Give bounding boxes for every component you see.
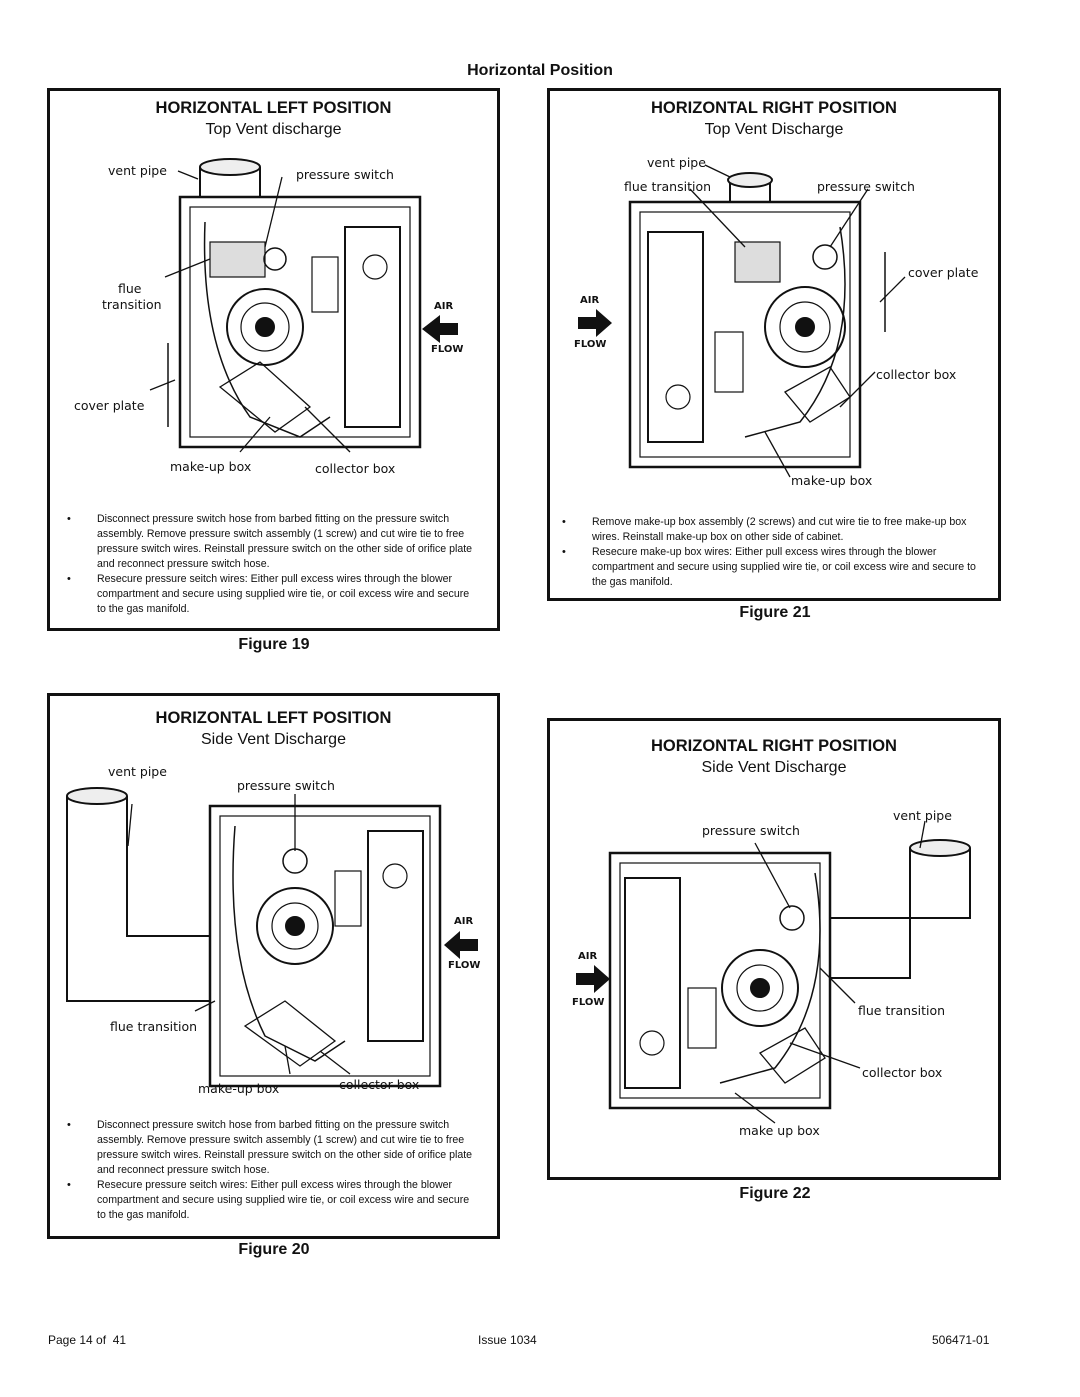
label-flue-transition: flue transition bbox=[624, 179, 712, 194]
figure-22-panel bbox=[547, 718, 1001, 1180]
figure-20-caption: Figure 20 bbox=[238, 1241, 310, 1258]
figure-21-caption: Figure 21 bbox=[739, 604, 811, 621]
panel-title: HORIZONTAL LEFT POSITION bbox=[155, 709, 392, 727]
furnace-diagram bbox=[550, 793, 998, 1153]
figure-20-panel bbox=[47, 693, 500, 1239]
figure-19-panel bbox=[47, 88, 500, 631]
figure-21-panel bbox=[547, 88, 1001, 601]
panel-subtitle: Side Vent Discharge bbox=[701, 759, 847, 776]
list-item: • Remove make-up box assembly (2 screws) and cut wire tie to free make-up box wires. Reinstall make-up box on other side of cabinet. bbox=[562, 515, 982, 545]
page-number: Page 14 of 41 bbox=[48, 1333, 127, 1347]
list-item: • Resecure pressure seitch wires: Either pull excess wires through the blower compartment and secure using supplied wire tie, or coil excess wire and secure to the gas manifold. bbox=[67, 572, 479, 617]
label-makeup-box: make up box bbox=[739, 1123, 820, 1138]
label-vent-pipe: vent pipe bbox=[647, 155, 706, 170]
panel-subtitle: Top Vent discharge bbox=[205, 121, 342, 138]
instruction-list bbox=[562, 515, 982, 590]
label-collector-box: collector box bbox=[876, 367, 957, 382]
label-flue: flue bbox=[118, 281, 142, 296]
furnace-diagram bbox=[50, 147, 497, 487]
list-item: • Resecure pressure seitch wires: Either pull excess wires through the blower compartment and secure using supplied wire tie, or coil excess wire and secure to the gas manifold. bbox=[67, 1178, 479, 1223]
label-pressure-switch: pressure switch bbox=[702, 823, 800, 838]
panel-title: HORIZONTAL RIGHT POSITION bbox=[651, 737, 897, 755]
label-collector-box: collector box bbox=[862, 1065, 943, 1080]
list-item: • Disconnect pressure switch hose from barbed fitting on the pressure switch assembly. Remove pressure switch assembly (1 screw) and cut wire tie to free pressure switch wires. Reinstall pressure switch on the other side of orifice plate and reconnect pressure switch hose. bbox=[67, 512, 479, 572]
label-air: AIR bbox=[578, 951, 598, 962]
label-air: AIR bbox=[454, 916, 474, 927]
list-item: • Disconnect pressure switch hose from barbed fitting on the pressure switch assembly. Remove pressure switch assembly (1 screw) and cut wire tie to free pressure switch wires. Reinstall pressure switch on the other side of orifice plate and reconnect pressure switch hose. bbox=[67, 1118, 479, 1178]
air-flow-arrow bbox=[576, 965, 610, 993]
label-transition: transition bbox=[102, 297, 162, 312]
label-flue-transition: flue transition bbox=[110, 1019, 198, 1034]
figure-19-caption: Figure 19 bbox=[238, 636, 310, 653]
label-flue-transition: flue transition bbox=[858, 1003, 946, 1018]
label-flow: FLOW bbox=[448, 960, 481, 971]
figure-22-caption: Figure 22 bbox=[739, 1185, 811, 1202]
label-makeup-box: make-up box bbox=[170, 459, 252, 474]
furnace-diagram bbox=[50, 756, 497, 1096]
label-collector-box: collector box bbox=[315, 461, 396, 476]
document-number: 506471-01 bbox=[932, 1333, 990, 1347]
label-makeup-box: make-up box bbox=[791, 473, 873, 488]
label-flow: FLOW bbox=[431, 344, 464, 355]
label-cover-plate: cover plate bbox=[74, 398, 145, 413]
label-cover-plate: cover plate bbox=[908, 265, 979, 280]
label-flow: FLOW bbox=[572, 997, 605, 1008]
label-vent-pipe: vent pipe bbox=[108, 764, 167, 779]
air-flow-arrow bbox=[444, 931, 478, 959]
instruction-list bbox=[67, 1118, 479, 1223]
panel-title: HORIZONTAL RIGHT POSITION bbox=[651, 99, 897, 117]
section-title: Horizontal Position bbox=[467, 62, 613, 79]
label-air: AIR bbox=[580, 295, 600, 306]
panel-subtitle: Side Vent Discharge bbox=[201, 731, 346, 748]
label-collector-box: collector box bbox=[339, 1077, 420, 1092]
panel-subtitle: Top Vent Discharge bbox=[704, 121, 844, 138]
label-vent-pipe: vent pipe bbox=[893, 808, 952, 823]
label-air: AIR bbox=[434, 301, 454, 312]
label-pressure-switch: pressure switch bbox=[237, 778, 335, 793]
panel-title: HORIZONTAL LEFT POSITION bbox=[155, 99, 392, 117]
instruction-list bbox=[67, 512, 479, 617]
list-item: • Resecure make-up box wires: Either pull excess wires through the blower compartment and secure using supplied wire tie, or coil excess wire and secure to the gas manifold. bbox=[562, 545, 982, 590]
issue-number: Issue 1034 bbox=[478, 1333, 537, 1347]
label-makeup-box: make-up box bbox=[198, 1081, 280, 1096]
furnace-diagram bbox=[550, 147, 998, 497]
label-pressure-switch: pressure switch bbox=[817, 179, 915, 194]
air-flow-arrow bbox=[422, 315, 458, 343]
label-vent-pipe: vent pipe bbox=[108, 163, 167, 178]
label-flow: FLOW bbox=[574, 339, 607, 350]
label-pressure-switch: pressure switch bbox=[296, 167, 394, 182]
air-flow-arrow bbox=[578, 309, 612, 337]
